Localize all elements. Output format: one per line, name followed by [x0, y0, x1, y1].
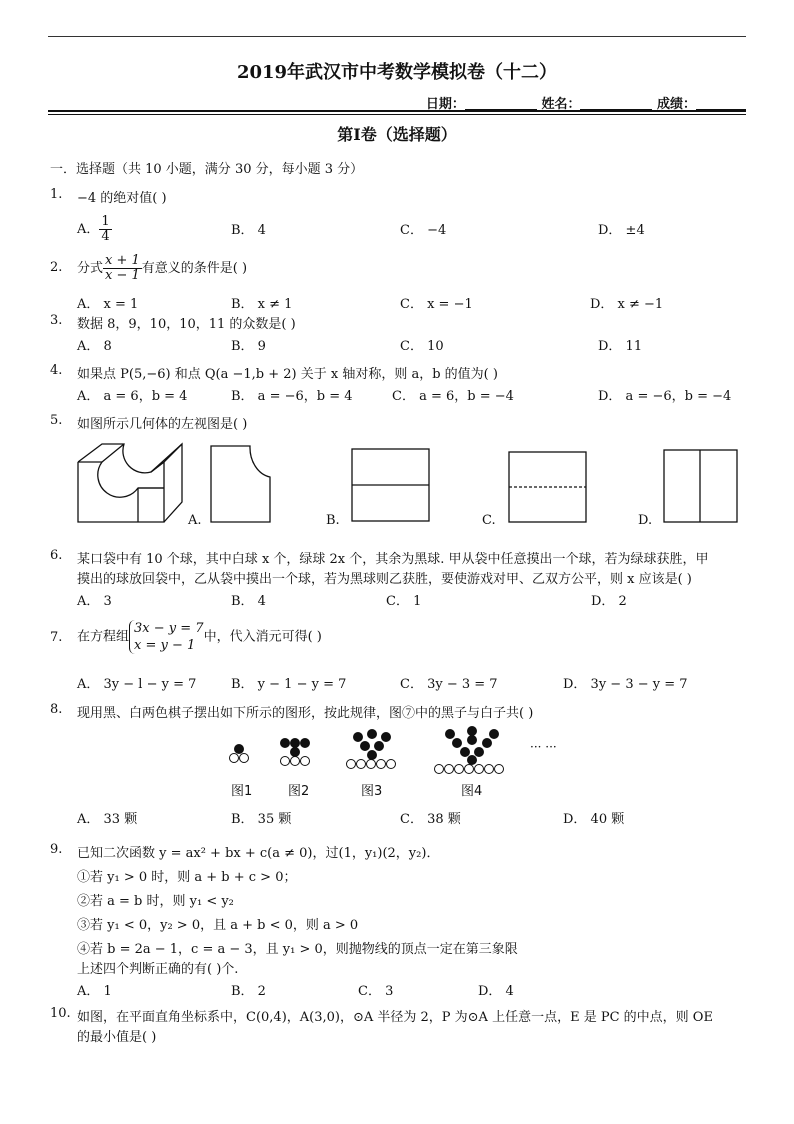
option-c: C． −4 [400, 223, 447, 238]
option-c: C． x = −1 [400, 297, 473, 312]
question-text-line1: 如图，在平面直角坐标系中，C(0,4)，A(3,0)，⊙A 半径为 2，P 为⊙A 上任意一点，E 是 PC 的中点，则 OE [77, 1010, 713, 1025]
score-label: 成绩： [656, 97, 696, 112]
option-c-label: C. [482, 513, 496, 528]
question-number: 6. [50, 548, 63, 563]
fraction-numerator: 1 [101, 214, 110, 229]
question-10 [0, 1006, 794, 1050]
section-instruction: 一．选择题（共 10 小题，满分 30 分，每小题 3 分） [50, 162, 364, 177]
option-a: A． a = 6，b = 4 [77, 389, 188, 404]
question-number: 2. [50, 260, 63, 275]
figure-2-caption: 图2 [288, 784, 310, 799]
option-d: D． ±4 [598, 223, 645, 238]
question-6 [0, 548, 794, 608]
option-d-figure [663, 449, 739, 525]
option-d: D． x ≠ −1 [590, 297, 664, 312]
date-blank [465, 97, 537, 110]
question-8-options [0, 808, 794, 828]
solid-figure [76, 442, 186, 524]
name-blank [580, 97, 652, 110]
header-rule-thin [48, 114, 746, 115]
question-text: 数据 8，9，10，10，11 的众数是( ) [77, 317, 296, 332]
option-c: C． 3 [358, 984, 394, 999]
option-d: D． 4 [478, 984, 514, 999]
statement-2: ②若 a = b 时，则 y₁ < y₂ [77, 894, 234, 909]
option-a: A． 8 [77, 339, 112, 354]
option-d: D． 40 颗 [563, 812, 625, 827]
question-3 [0, 313, 794, 353]
question-text: 在方程组 3x − y = 7 x = y − 1 中，代入消元可得( ) [77, 621, 322, 653]
question-1 [0, 187, 794, 247]
option-b: B． 4 [231, 594, 266, 609]
option-b: B． 4 [231, 223, 266, 238]
score-blank [696, 97, 746, 110]
question-number: 3. [50, 313, 63, 328]
question-number: 9. [50, 842, 63, 857]
question-number: 4. [50, 363, 63, 378]
question-8 [0, 702, 794, 722]
option-d-label: D. [638, 513, 653, 528]
name-label: 姓名： [541, 97, 581, 112]
question-text: 如果点 P(5,−6) 和点 Q(a −1,b + 2) 关于 x 轴对称，则 a，b 的值为( ) [77, 367, 498, 382]
option-b: B． 35 颗 [231, 812, 292, 827]
option-a: A． $\frac{1}{4}$ [77, 214, 110, 244]
question-number: 8. [50, 702, 63, 717]
option-b: B． 2 [231, 984, 266, 999]
question-text: 已知二次函数 y = ax² + bx + c(a ≠ 0)，过(1，y₁)(2，y₂)． [77, 846, 440, 861]
question-2 [0, 254, 794, 314]
option-b-label: B. [326, 513, 340, 528]
date-label: 日期： [425, 97, 465, 112]
option-b: B． 9 [231, 339, 266, 354]
question-text-line2: 摸出的球放回袋中，乙从袋中摸出一个球，若为黑球则乙获胜，要使游戏对甲、乙双方公平，则 x 应该是( ) [77, 572, 692, 587]
option-c: C． 10 [400, 339, 444, 354]
fraction-numerator: x + 1 [105, 253, 140, 268]
option-a: A． x = 1 [77, 297, 139, 312]
option-b: B． y − 1 − y = 7 [231, 677, 347, 692]
section-title: 第Ⅰ卷（选择题） [337, 125, 457, 144]
question-text: 如图所示几何体的左视图是( ) [77, 417, 248, 432]
question-number: 10. [50, 1006, 71, 1021]
option-d: D． 3y − 3 − y = 7 [563, 677, 688, 692]
question-text: 分式 $\frac{x + 1}{x - 1}$ 有意义的条件是( ) [77, 253, 248, 283]
question-4 [0, 363, 794, 403]
option-a: A． 33 颗 [77, 812, 138, 827]
option-c: C． a = 6，b = −4 [392, 389, 514, 404]
page-title: 2019年武汉市中考数学模拟卷（十二） [236, 62, 558, 83]
go-stones-pattern [225, 726, 525, 776]
question-text-line1: 某口袋中有 10 个球，其中白球 x 个，绿球 2x 个，其余为黑球. 甲从袋中任意摸出一个球，若为绿球获胜，甲 [77, 552, 709, 567]
question-text: 现用黑、白两色棋子摆出如下所示的图形，按此规律，图⑦中的黑子与白子共( ) [77, 706, 534, 721]
top-rule [48, 36, 746, 37]
statement-1: ①若 y₁ > 0 时，则 a + b + c > 0； [77, 870, 297, 885]
figure-1-caption: 图1 [231, 784, 253, 799]
option-a: A． 3 [77, 594, 112, 609]
option-b: B． a = −6，b = 4 [231, 389, 353, 404]
option-b-figure [351, 448, 431, 524]
fraction-denominator: x − 1 [105, 268, 140, 283]
question-9 [0, 842, 794, 1002]
ellipsis: ··· ··· [530, 740, 557, 754]
question-7 [0, 620, 794, 690]
header-rule [48, 110, 746, 112]
question-text: −4 的绝对值( ) [77, 191, 167, 206]
option-a-label: A. [188, 513, 202, 528]
option-c: C． 3y − 3 = 7 [400, 677, 498, 692]
option-b: B． x ≠ 1 [231, 297, 293, 312]
statement-summary: 上述四个判断正确的有( )个. [77, 962, 239, 977]
option-a-figure [210, 445, 272, 523]
option-c: C． 1 [386, 594, 422, 609]
statement-3: ③若 y₁ < 0，y₂ > 0，且 a + b < 0，则 a > 0 [77, 918, 359, 933]
equation-system: 3x − y = 7 x = y − 1 [129, 620, 204, 654]
question-number: 7. [50, 630, 63, 645]
option-a: A． 3y − l − y = 7 [77, 677, 197, 692]
question-text-line2: 的最小值是( ) [77, 1030, 157, 1045]
option-d: D． a = −6，b = −4 [598, 389, 732, 404]
question-number: 1. [50, 187, 63, 202]
fraction-denominator: 4 [101, 229, 110, 244]
option-c: C． 38 颗 [400, 812, 461, 827]
statement-4: ④若 b = 2a − 1，c = a − 3，且 y₁ > 0，则抛物线的顶点一定在第三象限 [77, 942, 518, 957]
option-c-figure [508, 451, 588, 525]
figure-4-caption: 图4 [461, 784, 483, 799]
option-d: D． 11 [598, 339, 643, 354]
figure-3-caption: 图3 [361, 784, 383, 799]
question-number: 5. [50, 413, 63, 428]
option-d: D． 2 [591, 594, 627, 609]
option-a: A． 1 [77, 984, 112, 999]
